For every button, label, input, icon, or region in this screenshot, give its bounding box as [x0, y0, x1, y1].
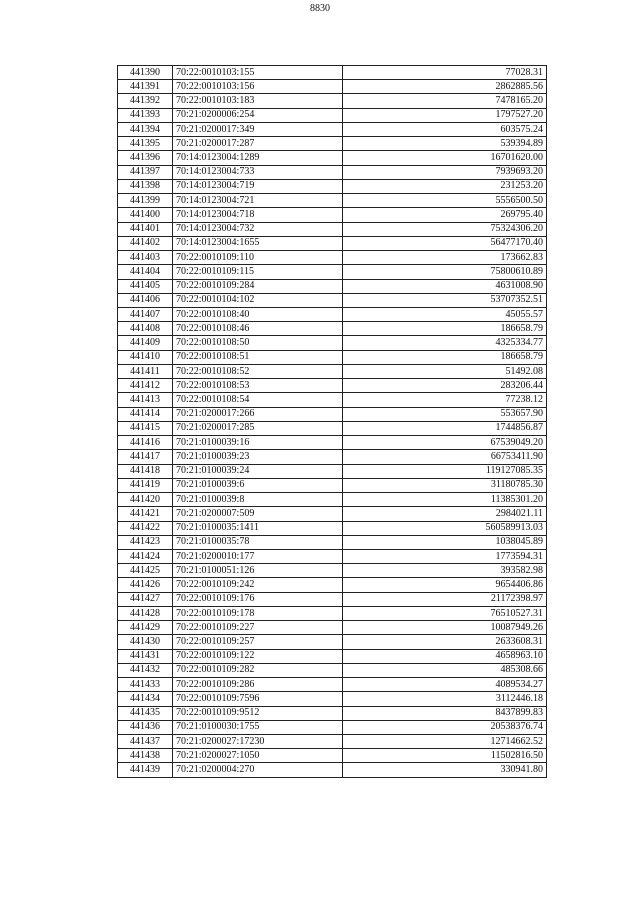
row-number-cell: 441415	[118, 421, 173, 435]
table-row	[118, 94, 547, 108]
cadastral-number-cell: 70:22:0010109:282	[173, 663, 343, 677]
row-number-cell: 441408	[118, 322, 173, 336]
cadastral-value-cell: 66753411.90	[343, 450, 547, 464]
row-number-cell: 441409	[118, 336, 173, 350]
cadastral-value-cell: 11385301.20	[343, 493, 547, 507]
cadastral-value-cell: 1797527.20	[343, 108, 547, 122]
row-number-cell: 441439	[118, 763, 173, 777]
cadastral-value-cell: 231253.20	[343, 179, 547, 193]
cadastral-number-cell: 70:21:0100039:6	[173, 478, 343, 492]
cadastral-value-cell: 8437899.83	[343, 706, 547, 720]
cadastral-number-cell: 70:22:0010109:286	[173, 678, 343, 692]
table-row	[118, 735, 547, 749]
row-number-cell: 441404	[118, 265, 173, 279]
row-number-cell: 441413	[118, 393, 173, 407]
cadastral-value-cell: 119127085.35	[343, 464, 547, 478]
cadastral-value-cell: 186658.79	[343, 322, 547, 336]
table-row	[118, 635, 547, 649]
table-row	[118, 336, 547, 350]
row-number-cell: 441435	[118, 706, 173, 720]
cadastral-value-cell: 1744856.87	[343, 421, 547, 435]
cadastral-value-cell: 269795.40	[343, 208, 547, 222]
cadastral-number-cell: 70:22:0010108:54	[173, 393, 343, 407]
table-row	[118, 663, 547, 677]
cadastral-value-cell: 77028.31	[343, 66, 547, 80]
cadastral-value-cell: 16701620.00	[343, 151, 547, 165]
row-number-cell: 441399	[118, 194, 173, 208]
table-row	[118, 521, 547, 535]
cadastral-number-cell: 70:14:0123004:1289	[173, 151, 343, 165]
row-number-cell: 441410	[118, 350, 173, 364]
row-number-cell: 441425	[118, 564, 173, 578]
cadastral-value-cell: 539394.89	[343, 137, 547, 151]
cadastral-value-cell: 4325334.77	[343, 336, 547, 350]
table-row	[118, 307, 547, 321]
cadastral-number-cell: 70:22:0010108:40	[173, 307, 343, 321]
table-row	[118, 179, 547, 193]
cadastral-number-cell: 70:21:0200006:254	[173, 108, 343, 122]
table-row	[118, 678, 547, 692]
cadastral-number-cell: 70:14:0123004:719	[173, 179, 343, 193]
cadastral-value-cell: 7939693.20	[343, 165, 547, 179]
table-row	[118, 364, 547, 378]
table-row	[118, 450, 547, 464]
table-row	[118, 393, 547, 407]
cadastral-number-cell: 70:22:0010108:53	[173, 379, 343, 393]
cadastral-number-cell: 70:14:0123004:718	[173, 208, 343, 222]
table-row	[118, 251, 547, 265]
row-number-cell: 441396	[118, 151, 173, 165]
table-row	[118, 265, 547, 279]
cadastral-number-cell: 70:21:0200004:270	[173, 763, 343, 777]
row-number-cell: 441402	[118, 236, 173, 250]
table-row	[118, 763, 547, 777]
row-number-cell: 441412	[118, 379, 173, 393]
cadastral-number-cell: 70:21:0100051:126	[173, 564, 343, 578]
row-number-cell: 441421	[118, 507, 173, 521]
row-number-cell: 441432	[118, 663, 173, 677]
table-row	[118, 421, 547, 435]
row-number-cell: 441403	[118, 251, 173, 265]
table-row	[118, 493, 547, 507]
row-number-cell: 441437	[118, 735, 173, 749]
cadastral-value-cell: 12714662.52	[343, 735, 547, 749]
row-number-cell: 441424	[118, 549, 173, 563]
cadastral-number-cell: 70:21:0200027:1050	[173, 749, 343, 763]
cadastral-number-cell: 70:22:0010108:52	[173, 364, 343, 378]
cadastral-value-cell: 67539049.20	[343, 436, 547, 450]
cadastral-number-cell: 70:22:0010109:178	[173, 606, 343, 620]
row-number-cell: 441398	[118, 179, 173, 193]
cadastral-number-cell: 70:21:0100039:8	[173, 493, 343, 507]
row-number-cell: 441414	[118, 407, 173, 421]
row-number-cell: 441390	[118, 66, 173, 80]
table-row	[118, 535, 547, 549]
row-number-cell: 441394	[118, 122, 173, 136]
cadastral-value-cell: 1038045.89	[343, 535, 547, 549]
table-row	[118, 236, 547, 250]
row-number-cell: 441401	[118, 222, 173, 236]
cadastral-number-cell: 70:14:0123004:732	[173, 222, 343, 236]
cadastral-value-cell: 1773594.31	[343, 549, 547, 563]
row-number-cell: 441395	[118, 137, 173, 151]
page-number: 8830	[310, 3, 330, 14]
table-row	[118, 293, 547, 307]
cadastral-number-cell: 70:22:0010109:115	[173, 265, 343, 279]
cadastral-number-cell: 70:21:0100030:1755	[173, 720, 343, 734]
cadastral-value-cell: 21172398.97	[343, 592, 547, 606]
row-number-cell: 441411	[118, 364, 173, 378]
table-row	[118, 80, 547, 94]
cadastral-number-cell: 70:22:0010109:9512	[173, 706, 343, 720]
table-row	[118, 222, 547, 236]
row-number-cell: 441438	[118, 749, 173, 763]
table-row	[118, 592, 547, 606]
cadastral-value-cell: 10087949.26	[343, 621, 547, 635]
cadastral-number-cell: 70:21:0200017:349	[173, 122, 343, 136]
cadastral-value-cell: 4089534.27	[343, 678, 547, 692]
table-row	[118, 649, 547, 663]
row-number-cell: 441428	[118, 606, 173, 620]
cadastral-number-cell: 70:21:0200010:177	[173, 549, 343, 563]
table-row	[118, 407, 547, 421]
cadastral-number-cell: 70:22:0010108:51	[173, 350, 343, 364]
row-number-cell: 441427	[118, 592, 173, 606]
cadastral-value-cell: 3112446.18	[343, 692, 547, 706]
row-number-cell: 441418	[118, 464, 173, 478]
cadastral-value-cell: 2633608.31	[343, 635, 547, 649]
cadastral-value-cell: 283206.44	[343, 379, 547, 393]
cadastral-value-cell: 173662.83	[343, 251, 547, 265]
cadastral-number-cell: 70:14:0123004:1655	[173, 236, 343, 250]
table-row	[118, 578, 547, 592]
cadastral-number-cell: 70:21:0200017:266	[173, 407, 343, 421]
cadastral-number-cell: 70:22:0010108:46	[173, 322, 343, 336]
cadastral-number-cell: 70:21:0100039:24	[173, 464, 343, 478]
cadastral-value-cell: 75324306.20	[343, 222, 547, 236]
row-number-cell: 441406	[118, 293, 173, 307]
cadastral-number-cell: 70:22:0010109:122	[173, 649, 343, 663]
cadastral-value-cell: 5556500.50	[343, 194, 547, 208]
table-row	[118, 379, 547, 393]
cadastral-value-cell: 393582.98	[343, 564, 547, 578]
table-row	[118, 122, 547, 136]
cadastral-number-cell: 70:21:0200017:285	[173, 421, 343, 435]
cadastral-number-cell: 70:21:0100039:23	[173, 450, 343, 464]
cadastral-value-cell: 4658963.10	[343, 649, 547, 663]
table-row	[118, 350, 547, 364]
row-number-cell: 441400	[118, 208, 173, 222]
cadastral-value-cell: 2984021.11	[343, 507, 547, 521]
cadastral-value-cell: 53707352.51	[343, 293, 547, 307]
cadastral-number-cell: 70:21:0100035:78	[173, 535, 343, 549]
table-row	[118, 621, 547, 635]
cadastral-value-cell: 45055.57	[343, 307, 547, 321]
table-row	[118, 564, 547, 578]
cadastral-number-cell: 70:21:0100035:1411	[173, 521, 343, 535]
row-number-cell: 441407	[118, 307, 173, 321]
table-row	[118, 151, 547, 165]
cadastral-value-cell: 560589913.03	[343, 521, 547, 535]
table-row	[118, 66, 547, 80]
cadastral-value-cell: 56477170.40	[343, 236, 547, 250]
row-number-cell: 441419	[118, 478, 173, 492]
cadastral-value-cell: 603575.24	[343, 122, 547, 136]
cadastral-value-cell: 4631008.90	[343, 279, 547, 293]
table-body	[118, 66, 547, 778]
table-row	[118, 436, 547, 450]
table-row	[118, 749, 547, 763]
cadastral-value-cell: 77238.12	[343, 393, 547, 407]
cadastral-number-cell: 70:22:0010103:156	[173, 80, 343, 94]
cadastral-number-cell: 70:21:0200027:17230	[173, 735, 343, 749]
row-number-cell: 441405	[118, 279, 173, 293]
table-row	[118, 279, 547, 293]
row-number-cell: 441426	[118, 578, 173, 592]
table-row	[118, 606, 547, 620]
table-row	[118, 720, 547, 734]
table-row	[118, 464, 547, 478]
cadastral-value-cell: 20538376.74	[343, 720, 547, 734]
cadastral-number-cell: 70:21:0200017:287	[173, 137, 343, 151]
row-number-cell: 441423	[118, 535, 173, 549]
cadastral-value-cell: 11502816.50	[343, 749, 547, 763]
table-row	[118, 322, 547, 336]
cadastral-number-cell: 70:21:0200007:509	[173, 507, 343, 521]
cadastral-number-cell: 70:22:0010108:50	[173, 336, 343, 350]
row-number-cell: 441431	[118, 649, 173, 663]
row-number-cell: 441430	[118, 635, 173, 649]
cadastral-value-cell: 75800610.89	[343, 265, 547, 279]
cadastral-number-cell: 70:22:0010103:183	[173, 94, 343, 108]
table-row	[118, 507, 547, 521]
row-number-cell: 441391	[118, 80, 173, 94]
row-number-cell: 441429	[118, 621, 173, 635]
table-row	[118, 137, 547, 151]
cadastral-value-cell: 31180785.30	[343, 478, 547, 492]
table-row	[118, 478, 547, 492]
cadastral-value-cell: 76510527.31	[343, 606, 547, 620]
cadastral-value-cell: 2862885.56	[343, 80, 547, 94]
cadastral-value-cell: 51492.08	[343, 364, 547, 378]
cadastral-number-cell: 70:22:0010109:110	[173, 251, 343, 265]
row-number-cell: 441436	[118, 720, 173, 734]
row-number-cell: 441392	[118, 94, 173, 108]
row-number-cell: 441434	[118, 692, 173, 706]
table-row	[118, 692, 547, 706]
table-row	[118, 108, 547, 122]
cadastral-number-cell: 70:22:0010109:284	[173, 279, 343, 293]
cadastral-value-cell: 330941.80	[343, 763, 547, 777]
table-row	[118, 165, 547, 179]
cadastral-value-cell: 186658.79	[343, 350, 547, 364]
row-number-cell: 441422	[118, 521, 173, 535]
cadastral-value-cell: 485308.66	[343, 663, 547, 677]
cadastral-number-cell: 70:14:0123004:721	[173, 194, 343, 208]
cadastral-number-cell: 70:21:0100039:16	[173, 436, 343, 450]
cadastral-number-cell: 70:22:0010109:257	[173, 635, 343, 649]
cadastral-number-cell: 70:22:0010109:227	[173, 621, 343, 635]
table-row	[118, 549, 547, 563]
row-number-cell: 441393	[118, 108, 173, 122]
cadastral-value-cell: 9654406.86	[343, 578, 547, 592]
row-number-cell: 441416	[118, 436, 173, 450]
cadastral-number-cell: 70:22:0010109:242	[173, 578, 343, 592]
cadastral-number-cell: 70:22:0010109:176	[173, 592, 343, 606]
table-row	[118, 194, 547, 208]
row-number-cell: 441433	[118, 678, 173, 692]
row-number-cell: 441397	[118, 165, 173, 179]
row-number-cell: 441420	[118, 493, 173, 507]
row-number-cell: 441417	[118, 450, 173, 464]
table-row	[118, 208, 547, 222]
cadastral-value-cell: 553657.90	[343, 407, 547, 421]
cadastral-number-cell: 70:22:0010104:102	[173, 293, 343, 307]
cadastral-number-cell: 70:14:0123004:733	[173, 165, 343, 179]
cadastral-value-table	[117, 65, 547, 778]
cadastral-number-cell: 70:22:0010103:155	[173, 66, 343, 80]
cadastral-number-cell: 70:22:0010109:7596	[173, 692, 343, 706]
cadastral-value-cell: 7478165.20	[343, 94, 547, 108]
table-row	[118, 706, 547, 720]
